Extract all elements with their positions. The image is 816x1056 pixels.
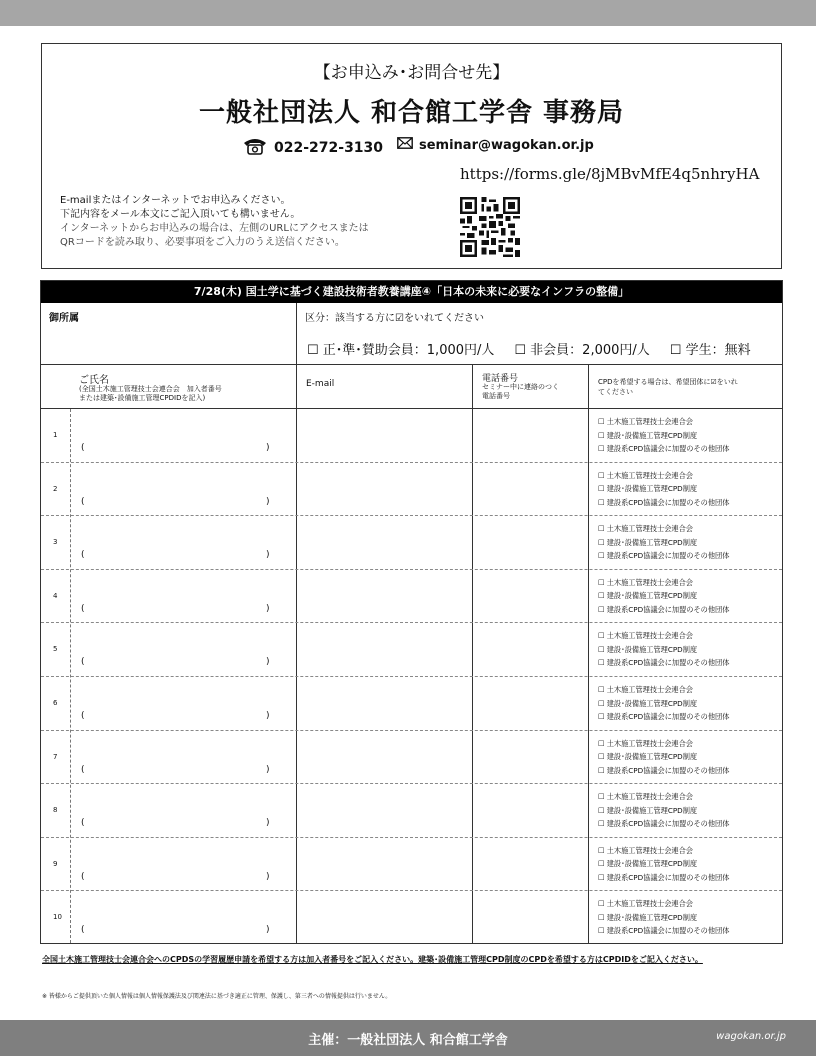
email-line [397, 137, 594, 153]
cpd-options [598, 897, 729, 938]
cpd-option-checkbox[interactable]: ☐ 土木施工管理技士会連合会 [598, 631, 693, 641]
cpd-options [598, 737, 729, 778]
membership-options [307, 339, 751, 358]
cpd-option-checkbox[interactable]: ☐ 建設･設備施工管理CPD制度 [598, 912, 698, 922]
name-input[interactable] [71, 891, 296, 945]
contact-box [41, 43, 782, 269]
cpd-options [598, 790, 729, 831]
row-number: 10 [53, 913, 62, 922]
cpd-options [598, 576, 729, 617]
id-paren-open: ( [81, 443, 85, 453]
cpd-option-checkbox[interactable]: ☐ 土木施工管理技士会連合会 [598, 417, 693, 426]
row-number: 1 [53, 431, 58, 439]
cpd-option-checkbox[interactable]: ☐ 建設･設備施工管理CPD制度 [598, 859, 698, 869]
email-input[interactable] [297, 838, 472, 891]
phone-input[interactable] [473, 463, 588, 516]
row-number: 4 [53, 591, 58, 600]
id-paren-open: ( [81, 764, 85, 775]
id-paren-close: ) [266, 711, 270, 721]
name-input[interactable] [71, 784, 296, 837]
phone-input[interactable] [473, 677, 588, 730]
cpd-options [598, 844, 729, 885]
phone-input[interactable] [473, 784, 588, 837]
footer-band [0, 1020, 816, 1056]
footer-url[interactable]: wagokan.or.jp [716, 1031, 786, 1042]
id-paren-close: ) [266, 657, 270, 668]
cpd-options [598, 469, 729, 510]
cpd-option-checkbox[interactable]: ☐ 建設系CPD協議会に加盟のその他団体 [598, 712, 730, 721]
id-paren-open: ( [81, 818, 85, 829]
id-paren-open: ( [81, 603, 85, 614]
email-input[interactable] [297, 570, 472, 623]
email-header: E-mail [306, 379, 335, 389]
id-paren-open: ( [81, 496, 85, 507]
cpd-option-checkbox[interactable]: ☐ 土木施工管理技士会連合会 [598, 738, 693, 748]
table-header [41, 365, 782, 409]
phone-header-note: 電話番号 [482, 392, 510, 400]
email-input[interactable] [297, 677, 472, 730]
member-checkbox[interactable]: ☐ 正･準･賛助会員：1,000円/人 [307, 343, 495, 358]
cpd-option-checkbox[interactable]: ☐ 土木施工管理技士会連合会 [598, 792, 693, 802]
name-input[interactable] [71, 570, 296, 623]
note-line: 下記内容をメール本文にご記入頂いても構いません。 [60, 209, 301, 220]
phone-header: 電話番号 [482, 374, 519, 384]
id-paren-close: ) [266, 443, 270, 453]
note-line: インターネットからお申込みの場合は、左側のURLにアクセスまたは [60, 223, 369, 234]
table-row [41, 570, 782, 624]
email-input[interactable] [297, 409, 472, 462]
name-header: ご氏名 [79, 375, 109, 386]
email-input[interactable] [297, 516, 472, 569]
form-url-link[interactable]: https://forms.gle/8jMBvMfE4q5nhryHA [460, 165, 760, 183]
email-input[interactable] [297, 463, 472, 516]
cpd-option-checkbox[interactable]: ☐ 建設系CPD協議会に加盟のその他団体 [598, 604, 730, 614]
cpd-option-checkbox[interactable]: ☐ 建設･設備施工管理CPD制度 [598, 805, 698, 815]
table-row [41, 891, 782, 945]
cpd-option-checkbox[interactable]: ☐ 建設系CPD協議会に加盟のその他団体 [598, 926, 730, 936]
phone-header-note: セミナー中に連絡のつく [482, 383, 559, 391]
phone-header-sub [482, 383, 559, 401]
envelope-icon [397, 137, 413, 153]
id-paren-open: ( [81, 711, 85, 721]
qr-code-icon[interactable] [460, 197, 520, 257]
name-header-sub [79, 385, 222, 403]
cpd-option-checkbox[interactable]: ☐ 建設系CPD協議会に加盟のその他団体 [598, 658, 730, 668]
id-paren-open: ( [81, 550, 85, 561]
divider [296, 303, 297, 365]
name-header-note: または建築･設備施工管理CPDIDを記入) [79, 394, 206, 402]
cpd-option-checkbox[interactable]: ☐ 土木施工管理技士会連合会 [598, 577, 693, 587]
phone-input[interactable] [473, 891, 588, 945]
cpd-option-checkbox[interactable]: ☐ 建設系CPD協議会に加盟のその他団体 [598, 497, 730, 507]
cpd-option-checkbox[interactable]: ☐ 建設･設備施工管理CPD制度 [598, 484, 698, 494]
category-label: 区分：該当する方に☑をいれてください [305, 313, 484, 324]
cpd-header [598, 377, 778, 397]
privacy-note: ※ 皆様からご提供頂いた個人情報は個人情報保護法及び関連法に基づき適正に管理、保護し、第三者への情報提供は行いません。 [42, 993, 392, 1000]
name-input[interactable] [71, 623, 296, 676]
phone-number[interactable]: 022-272-3130 [274, 140, 384, 156]
phone-input[interactable] [473, 838, 588, 891]
table-row [41, 516, 782, 570]
table-row [41, 731, 782, 785]
id-paren-close: ) [266, 818, 270, 829]
organization-title: 一般社団法人 和合館工学舎 事務局 [198, 98, 625, 128]
cpd-options [598, 522, 729, 563]
phone-input[interactable] [473, 409, 588, 462]
table-row [41, 463, 782, 517]
phone-input[interactable] [473, 731, 588, 784]
cpd-option-checkbox[interactable]: ☐ 建設･設備施工管理CPD制度 [598, 430, 698, 440]
application-notes [60, 194, 369, 250]
cpd-header-note: CPDを希望する場合は、希望団体に☑をいれ [598, 378, 738, 386]
cpd-option-checkbox[interactable]: ☐ 土木施工管理技士会連合会 [598, 685, 693, 694]
phone-input[interactable] [473, 570, 588, 623]
note-line: QRコードを読み取り、必要事項をご入力のうえ送信ください。 [60, 237, 345, 248]
cpd-option-checkbox[interactable]: ☐ 建設･設備施工管理CPD制度 [598, 644, 698, 654]
contact-heading: 【お申込み･お問合せ先】 [313, 63, 510, 83]
cpd-option-checkbox[interactable]: ☐ 土木施工管理技士会連合会 [598, 899, 693, 909]
cpd-option-checkbox[interactable]: ☐ 建設･設備施工管理CPD制度 [598, 537, 698, 547]
name-input[interactable] [71, 838, 296, 891]
id-paren-close: ) [266, 871, 270, 882]
table-row [41, 677, 782, 731]
cpd-option-checkbox[interactable]: ☐ 建設系CPD協議会に加盟のその他団体 [598, 444, 730, 453]
table-row [41, 838, 782, 892]
cpd-option-checkbox[interactable]: ☐ 土木施工管理技士会連合会 [598, 524, 693, 534]
table-row [41, 623, 782, 677]
id-paren-close: ) [266, 603, 270, 614]
registration-form [40, 280, 783, 944]
cpd-note: 全国土木施工管理技士会連合会へのCPDSの学習履歴申請を希望する方は加入者番号をご記入ください。建築･設備施工管理CPD制度のCPDを希望する方はCPDIDをご記入ください。 [42, 955, 703, 964]
name-input[interactable] [71, 731, 296, 784]
affiliation-label: 御所属 [49, 313, 79, 324]
name-header-note: (全国土木施工管理技士会連合会 加入者番号 [79, 385, 222, 393]
id-paren-close: ) [266, 764, 270, 775]
table-row [41, 784, 782, 838]
cpd-options [598, 683, 729, 724]
phone-input[interactable] [473, 623, 588, 676]
cpd-option-checkbox[interactable]: ☐ 建設･設備施工管理CPD制度 [598, 591, 698, 601]
name-input[interactable] [71, 677, 296, 730]
email-address[interactable]: seminar@wagokan.or.jp [419, 137, 594, 153]
student-checkbox[interactable]: ☐ 学生：無料 [669, 343, 751, 358]
row-number: 9 [53, 859, 58, 868]
row-number: 7 [53, 752, 58, 761]
cpd-options [598, 415, 729, 456]
id-paren-open: ( [81, 871, 85, 882]
note-line: E-mailまたはインターネットでお申込みください。 [60, 195, 291, 206]
row-number: 5 [53, 645, 58, 654]
row-number: 2 [53, 484, 58, 493]
telephone-icon [242, 137, 268, 159]
id-paren-close: ) [266, 925, 270, 936]
phone-line [242, 137, 383, 159]
cpd-option-checkbox[interactable]: ☐ 建設系CPD協議会に加盟のその他団体 [598, 551, 730, 561]
row-number: 3 [53, 538, 58, 547]
id-paren-open: ( [81, 657, 85, 668]
cpd-option-checkbox[interactable]: ☐ 土木施工管理技士会連合会 [598, 470, 693, 480]
cpd-option-checkbox[interactable]: ☐ 建設･設備施工管理CPD制度 [598, 752, 698, 762]
id-paren-close: ) [266, 550, 270, 561]
phone-input[interactable] [473, 516, 588, 569]
cpd-options [598, 629, 729, 670]
cpd-option-checkbox[interactable]: ☐ 建設系CPD協議会に加盟のその他団体 [598, 819, 730, 829]
seminar-title: 7/28(木) 国土学に基づく建設技術者教養講座④「日本の未来に必要なインフラの整備」 [41, 281, 782, 303]
affiliation-row [41, 303, 782, 365]
id-paren-open: ( [81, 925, 85, 936]
name-input[interactable] [71, 409, 296, 462]
cpd-option-checkbox[interactable]: ☐ 建設･設備施工管理CPD制度 [598, 698, 698, 708]
email-input[interactable] [297, 731, 472, 784]
non-member-checkbox[interactable]: ☐ 非会員：2,000円/人 [514, 343, 650, 358]
cpd-option-checkbox[interactable]: ☐ 土木施工管理技士会連合会 [598, 845, 693, 855]
top-band [0, 0, 816, 26]
id-paren-close: ) [266, 496, 270, 507]
email-input[interactable] [297, 623, 472, 676]
applicant-rows [41, 409, 782, 945]
row-number: 6 [53, 699, 58, 707]
name-input[interactable] [71, 516, 296, 569]
email-input[interactable] [297, 891, 472, 945]
name-input[interactable] [71, 463, 296, 516]
email-input[interactable] [297, 784, 472, 837]
table-row [41, 409, 782, 463]
cpd-option-checkbox[interactable]: ☐ 建設系CPD協議会に加盟のその他団体 [598, 872, 730, 882]
row-number: 8 [53, 806, 58, 815]
cpd-header-note: てください [598, 388, 633, 396]
footer-organizer: 主催：一般社団法人 和合館工学舎 [308, 1033, 508, 1048]
cpd-option-checkbox[interactable]: ☐ 建設系CPD協議会に加盟のその他団体 [598, 765, 730, 775]
